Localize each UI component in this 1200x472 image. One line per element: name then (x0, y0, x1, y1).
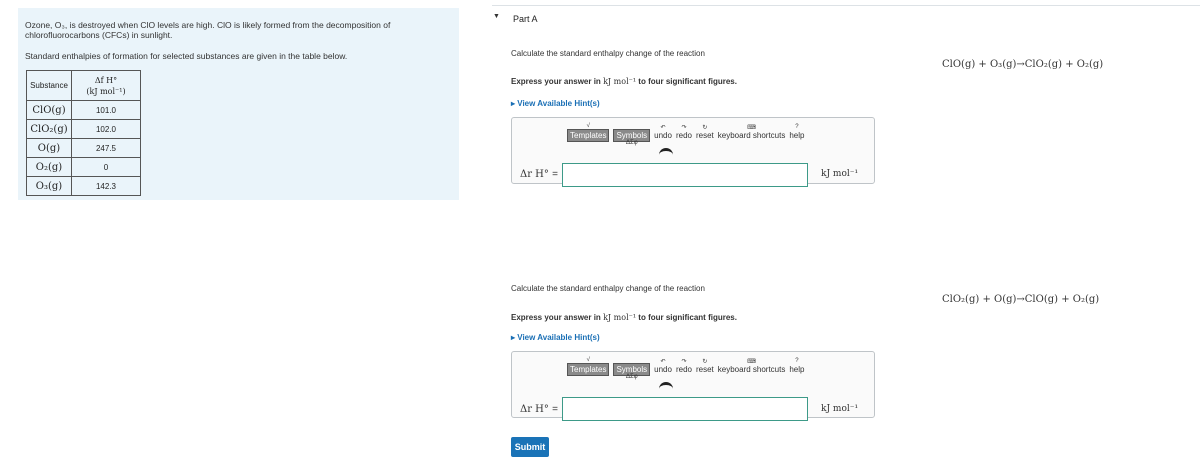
templates-label: Templates (570, 364, 607, 374)
symbols-icon: ΔΣφ (626, 139, 638, 146)
undo-button[interactable] (654, 358, 672, 374)
undo-icon: ↶ (660, 358, 666, 365)
keyboard-shortcuts-label: keyboard shortcuts (717, 364, 786, 374)
keyboard-shortcuts-button[interactable] (717, 358, 786, 374)
question-area (492, 0, 1200, 472)
loading-arc-icon (659, 382, 673, 391)
undo-label: undo (654, 364, 672, 374)
header-enthalpy (72, 71, 141, 101)
redo-label: redo (675, 130, 692, 140)
question-2-units: kJ mol⁻¹ (821, 404, 859, 414)
symbols-label: Symbols (616, 364, 648, 374)
info-panel (18, 8, 459, 200)
question-1-units: kJ mol⁻¹ (821, 169, 859, 179)
delta-h-label: Δr H° (520, 404, 549, 415)
delta-h-label: Δr H° (520, 169, 549, 180)
templates-label: Templates (570, 130, 607, 140)
row-substance: ClO₂(g) (27, 120, 72, 139)
enthalpy-table (26, 70, 141, 196)
row-value: 247.5 (72, 139, 141, 158)
row-value: 101.0 (72, 101, 141, 120)
math-toolbar (567, 358, 804, 380)
question-2-express (511, 313, 737, 322)
express-prefix: Express your answer in (511, 313, 601, 322)
row-substance: O(g) (27, 139, 72, 158)
keyboard-shortcuts-label: keyboard shortcuts (717, 130, 786, 140)
question-1-instruction: Calculate the standard enthalpy change of the reaction (511, 49, 705, 58)
question-1-express (511, 77, 737, 86)
express-unit: kJ mol⁻¹ (603, 77, 637, 86)
divider (492, 5, 1200, 6)
templates-icon: √ (586, 122, 590, 129)
redo-icon: ↷ (681, 358, 687, 365)
question-2-instruction: Calculate the standard enthalpy change of the reaction (511, 284, 705, 293)
question-2-reaction: ClO₂(g) + O(g)→ClO(g) + O₂(g) (942, 294, 1100, 305)
reset-label: reset (695, 364, 714, 374)
part-title: Part A (513, 14, 538, 24)
help-button[interactable] (789, 123, 805, 140)
redo-button[interactable] (675, 124, 692, 140)
hint-arrow-icon: ▸ (511, 333, 516, 342)
undo-label: undo (654, 130, 672, 140)
row-substance: O₂(g) (27, 158, 72, 177)
templates-button[interactable] (567, 122, 609, 142)
row-value: 0 (72, 158, 141, 177)
collapse-caret-icon[interactable]: ▼ (493, 13, 500, 20)
math-toolbar (567, 124, 804, 146)
keyboard-shortcuts-button[interactable] (717, 124, 786, 140)
question-1-answer-input[interactable] (562, 163, 808, 187)
help-label: help (789, 364, 805, 374)
redo-button[interactable] (675, 358, 692, 374)
reset-button[interactable] (695, 358, 714, 374)
table-row (27, 158, 141, 177)
express-unit: kJ mol⁻¹ (603, 313, 637, 322)
symbols-label: Symbols (616, 130, 648, 140)
row-substance: ClO(g) (27, 101, 72, 120)
undo-button[interactable] (654, 124, 672, 140)
redo-icon: ↷ (681, 124, 687, 131)
row-value: 142.3 (72, 177, 141, 196)
row-value: 102.0 (72, 120, 141, 139)
equals-sign: = (552, 169, 558, 180)
help-icon: ? (795, 123, 799, 130)
table-caption: Standard enthalpies of formation for selected substances are given in the table below. (25, 51, 348, 61)
table-row (27, 139, 141, 158)
table-row (27, 120, 141, 139)
express-prefix: Express your answer in (511, 77, 601, 86)
help-icon: ? (795, 357, 799, 364)
question-1-reaction: ClO(g) + O₃(g)→ClO₂(g) + O₂(g) (942, 59, 1104, 70)
keyboard-icon: ⌨ (747, 124, 756, 131)
header-enthalpy-symbol: Δf H° (94, 75, 118, 85)
templates-icon: √ (586, 356, 590, 363)
reset-icon: ↻ (702, 358, 708, 365)
undo-icon: ↶ (660, 124, 666, 131)
symbols-button[interactable] (613, 363, 650, 380)
header-substance: Substance (27, 71, 72, 101)
reset-icon: ↻ (702, 124, 708, 131)
row-substance: O₃(g) (27, 177, 72, 196)
redo-label: redo (675, 364, 692, 374)
table-row (27, 101, 141, 120)
templates-button[interactable] (567, 356, 609, 376)
table-header-row (27, 71, 141, 101)
question-2-answer-input[interactable] (562, 397, 808, 421)
help-label: help (789, 130, 805, 140)
header-enthalpy-units: (kJ mol⁻¹) (86, 86, 126, 96)
keyboard-icon: ⌨ (747, 358, 756, 365)
hint-arrow-icon: ▸ (511, 99, 516, 108)
reset-button[interactable] (695, 124, 714, 140)
intro-text: Ozone, O₃, is destroyed when ClO levels are high. ClO is likely formed from the decomposition of chlorofluorocarbons (CFCs) in sunlight. (25, 20, 391, 40)
table-row (27, 177, 141, 196)
submit-button[interactable]: Submit (511, 437, 549, 457)
equals-sign: = (552, 404, 558, 415)
help-button[interactable] (789, 357, 805, 374)
question-1-hint-link[interactable] (511, 99, 600, 108)
hint-label: View Available Hint(s) (517, 333, 600, 342)
express-suffix: to four significant figures. (638, 313, 737, 322)
question-2-label (520, 404, 558, 415)
question-2-hint-link[interactable] (511, 333, 600, 342)
express-suffix: to four significant figures. (638, 77, 737, 86)
reset-label: reset (695, 130, 714, 140)
symbols-icon: ΔΣφ (626, 373, 638, 380)
question-1-label (520, 169, 558, 180)
hint-label: View Available Hint(s) (517, 99, 600, 108)
symbols-button[interactable] (613, 129, 650, 146)
loading-arc-icon (659, 148, 673, 157)
